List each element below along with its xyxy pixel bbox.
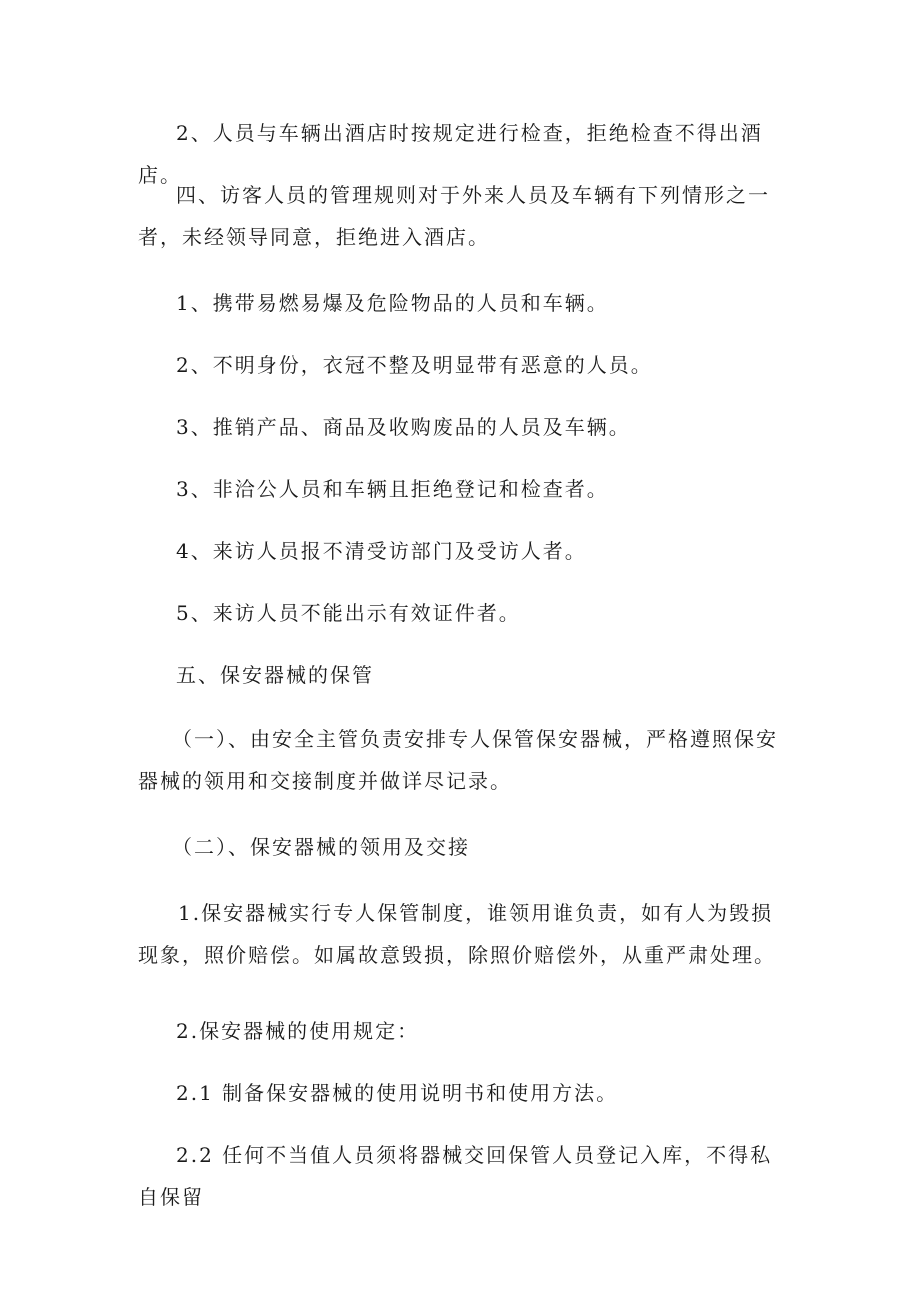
paragraph-rule-salespeople: 3、推销产品、商品及收购废品的人员及车辆。 <box>176 415 631 439</box>
paragraph-vehicle-exit-check: 2、人员与车辆出酒店时按规定进行检查，拒绝检查不得出酒店。 <box>138 121 763 187</box>
paragraph-section-four-visitor-rules: 四、访客人员的管理规则对于外来人员及车辆有下列情形之一者，未经领导同意，拒绝进入酒店。 <box>138 183 770 249</box>
heading-equipment-issue-handover: （二）、保安器械的领用及交接 <box>172 835 470 859</box>
paragraph-equipment-responsibility: 1.保安器械实行专人保管制度，谁领用谁负责，如有人为毁损现象，照价赔偿。如属故意毁损，除照价赔偿外，从重严肃处理。 <box>138 901 776 967</box>
paragraph-rule-2-2: 2.2 任何不当值人员须将器械交回保管人员登记入库，不得私自保留 <box>138 1143 773 1209</box>
paragraph-rule-refuse-registration: 3、非洽公人员和车辆且拒绝登记和检查者。 <box>176 477 609 501</box>
paragraph-rule-hazardous-items: 1、携带易燃易爆及危险物品的人员和车辆。 <box>176 291 609 315</box>
paragraph-rule-unclear-destination: 4、来访人员报不清受访部门及受访人者。 <box>176 539 587 563</box>
paragraph-rule-unknown-identity: 2、不明身份，衣冠不整及明显带有恶意的人员。 <box>176 353 653 377</box>
paragraph-equipment-custody: （一）、由安全主管负责安排专人保管保安器械，严格遵照保安器械的领用和交接制度并做详尽记录。 <box>138 727 778 793</box>
heading-section-five-equipment: 五、保安器械的保管 <box>176 663 374 687</box>
paragraph-rule-2-1: 2.1 制备保安器械的使用说明书和使用方法。 <box>176 1081 619 1105</box>
paragraph-rule-no-valid-id: 5、来访人员不能出示有效证件者。 <box>176 601 521 625</box>
heading-equipment-usage-rules: 2.保安器械的使用规定： <box>176 1019 420 1043</box>
